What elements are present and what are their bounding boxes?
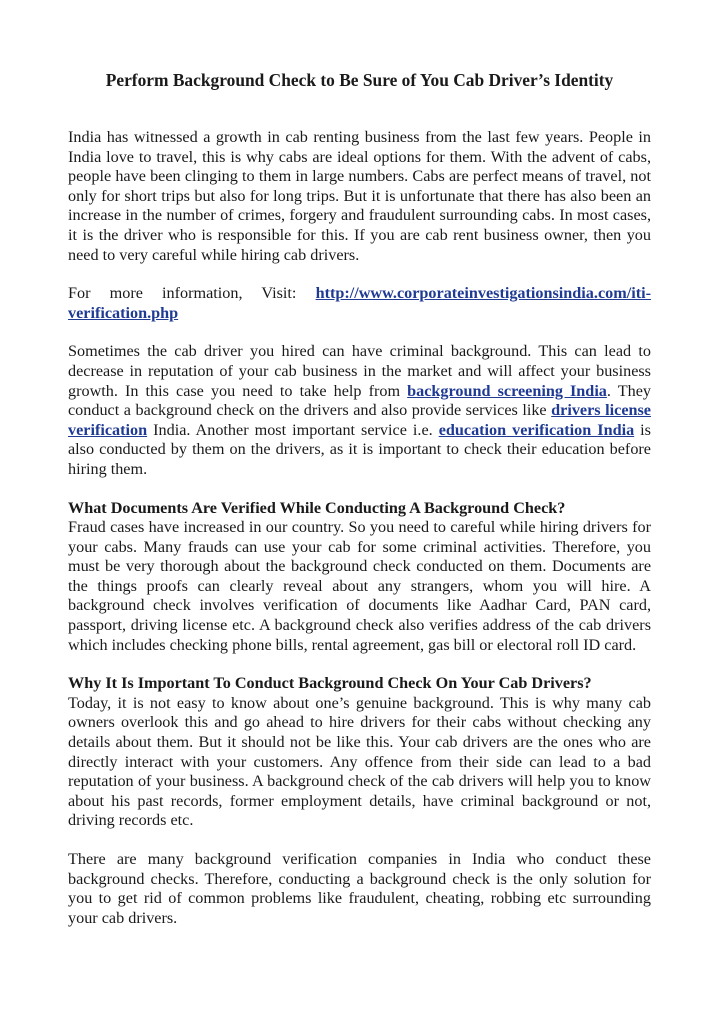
document-page [68,0,651,928]
para3-text-3: India. Another most important service i.e. [147,420,439,439]
criminal-background-paragraph [68,342,651,479]
document-title: Perform Background Check to Be Sure of You Cab Driver’s Identity [105,70,614,90]
intro-paragraph: India has witnessed a growth in cab renting business from the last few years. People in India love to travel, this is why cabs are ideal options for them. With the advent of cabs, people have been clinging to them in large numbers. Cabs are perfect means of travel, not only for short trips but also for long trips. But it is unfortunate that there has also been an increase in the number of crimes, forgery and fraudulent surrounding cabs. In most cases, it is the driver who is responsible for this. If you are cab rent business owner, then you need to very careful while hiring cab drivers. [68,128,651,264]
importance-section [68,674,651,831]
background-screening-link[interactable]: background screening India [407,381,607,400]
documents-body: Fraud cases have increased in our country. So you need to careful while hiring drivers for your cabs. Many frauds can use your cab for some criminal activities. Therefore, you must be very thorough about the background check conducted on them. Documents are the things proofs can clearly reveal about any strangers, whom you will hire. A background check involves verification of documents like Aadhar Card, PAN card, passport, driving license etc. A background check also verifies address of the cab drivers which includes checking phone bills, rental agreement, gas bill or electoral roll ID card. [68,518,651,654]
iti-verification-link[interactable]: http://www.corporateinvestigationsindia.com/iti-verification.php [68,284,651,322]
para3-text-2: . They conduct a background check on the drivers and also provide services like [68,381,651,420]
closing-paragraph: There are many background verification companies in India who conduct these background checks. Therefore, conducting a background check is the only solution for you to get rid of common problems like fraudulent, cheating, robbing etc surrounding your cab drivers. [68,850,651,927]
more-info-prefix: For more information, Visit: [68,284,316,303]
importance-body: Today, it is not easy to know about one’s genuine background. This is why many cab owners overlook this and go ahead to hire drivers for their cabs without checking any details about them. But it should not be like this. Your cab drivers are the ones who are directly interact with your customers. Any offence from their side can lead to a bad reputation of your business. A background check of the cab drivers will help you to know about his past records, former employment details, have criminal background or not, driving records etc. [68,693,651,830]
para3-text-4: is also conducted by them on the drivers, as it is important to check their education before hiring them. [68,420,651,478]
para3-text-1: Sometimes the cab driver you hired can have criminal background. This can lead to decrease in reputation of your cab business in the market and will affect your business growth. In this case you need to take help from [68,342,651,400]
more-info-paragraph [68,284,651,323]
documents-section [68,499,651,656]
education-verification-link[interactable]: education verification India [438,420,635,439]
documents-heading: What Documents Are Verified While Conducting A Background Check? [68,498,566,517]
drivers-license-verification-link[interactable]: drivers license verification [68,401,651,439]
importance-heading: Why It Is Important To Conduct Background Check On Your Cab Drivers? [68,674,592,693]
